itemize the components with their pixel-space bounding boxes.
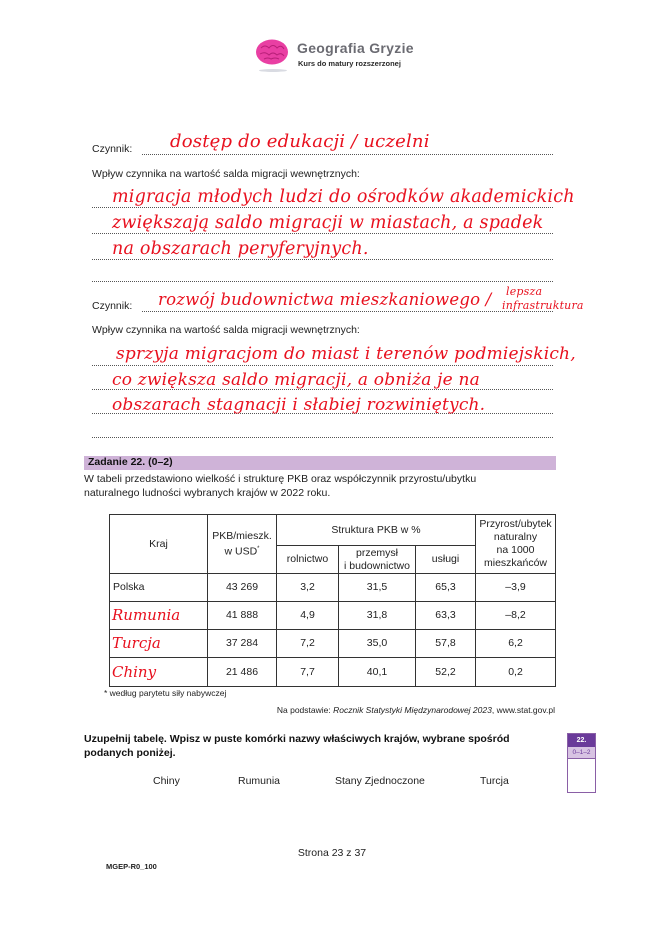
impact-2-answer-line-2[interactable]: co zwiększa saldo migracji, a obniża je na <box>112 370 480 390</box>
exam-code: MGEP-R0_100 <box>106 862 157 871</box>
score-box <box>567 733 596 793</box>
brain-icon <box>255 38 289 66</box>
table-row-turkey <box>110 630 556 658</box>
agriculture-cell: 7,2 <box>277 630 339 658</box>
task-intro-line-2: naturalnego ludności wybranych krajów w 2022 roku. <box>84 487 331 499</box>
option-turkey: Turcja <box>480 775 509 787</box>
services-cell: 65,3 <box>416 574 476 602</box>
industry-cell: 31,8 <box>339 602 416 630</box>
table-footnote: * według parytetu siły nabywczej <box>104 688 227 698</box>
brand-title: Geografia Gryzie <box>297 40 414 56</box>
growth-cell: 6,2 <box>476 630 556 658</box>
impact-1-line-3 <box>92 259 553 260</box>
country-answer-cell[interactable]: Turcja <box>110 630 208 658</box>
factor-2-answer-extra-bottom[interactable]: infrastruktura <box>502 299 584 312</box>
logo-shadow <box>259 69 287 72</box>
services-cell: 63,3 <box>416 602 476 630</box>
impact-2-answer-line-3[interactable]: obszarach stagnacji i słabiej rozwiniętych. <box>112 395 486 415</box>
impact-1-line-2 <box>92 233 553 234</box>
impact-2-line-4 <box>92 437 553 438</box>
header-country: Kraj <box>110 515 208 574</box>
impact-2-answer-line-1[interactable]: sprzyja migracjom do miast i terenów podmiejskich, <box>116 344 576 364</box>
score-entry-field[interactable] <box>568 759 595 792</box>
impact-2-line-1 <box>92 365 553 366</box>
header-growth: Przyrost/ubytek naturalny na 1000 mieszkańców <box>476 515 556 574</box>
header-structure: Struktura PKB w % <box>277 515 476 546</box>
industry-cell: 31,5 <box>339 574 416 602</box>
country-answer-cell[interactable]: Chiny <box>110 658 208 687</box>
header-services: usługi <box>416 546 476 574</box>
brand-subtitle: Kurs do matury rozszerzonej <box>298 59 401 68</box>
factor-2-answer-extra-top[interactable]: lepsza <box>506 285 543 298</box>
factor-1-label: Czynnik: <box>92 143 133 155</box>
factor-2-answer[interactable]: rozwój budownictwa mieszkaniowego / <box>158 290 492 309</box>
gdp-cell: 21 486 <box>208 658 277 687</box>
impact-1-answer-line-2[interactable]: zwiększają saldo migracji w miastach, a spadek <box>112 213 544 233</box>
header-industry: przemysł i budownictwo <box>339 546 416 574</box>
option-romania: Rumunia <box>238 775 281 787</box>
score-task-number: 22. <box>568 734 595 747</box>
score-range: 0–1–2 <box>568 747 595 759</box>
table-row-china <box>110 658 556 687</box>
task-intro-line-1: W tabeli przedstawiono wielkość i strukturę PKB oraz współczynnik przyrostu/ubytku <box>84 473 477 485</box>
header-gdp: PKB/mieszk. w USD* <box>208 515 277 574</box>
factor-1-answer[interactable]: dostęp do edukacji / uczelni <box>170 131 430 152</box>
impact-1-answer-line-3[interactable]: na obszarach peryferyjnych. <box>112 239 369 259</box>
agriculture-cell: 4,9 <box>277 602 339 630</box>
gdp-table <box>109 514 556 687</box>
impact-1-line-1 <box>92 207 553 208</box>
growth-cell: 0,2 <box>476 658 556 687</box>
impact-1-line-4 <box>92 281 553 282</box>
page-number: Strona 23 z 37 <box>297 847 367 859</box>
industry-cell: 35,0 <box>339 630 416 658</box>
factor-2-label: Czynnik: <box>92 300 133 312</box>
country-answer-cell[interactable]: Rumunia <box>110 602 208 630</box>
agriculture-cell: 3,2 <box>277 574 339 602</box>
growth-cell: –3,9 <box>476 574 556 602</box>
header-agriculture: rolnictwo <box>277 546 339 574</box>
services-cell: 52,2 <box>416 658 476 687</box>
factor-1-line <box>142 154 553 155</box>
gdp-cell: 41 888 <box>208 602 277 630</box>
option-china: Chiny <box>153 775 180 787</box>
task-header <box>84 456 556 470</box>
growth-cell: –8,2 <box>476 602 556 630</box>
task-instruction: Uzupełnij tabelę. Wpisz w puste komórki nazwy właściwych krajów, wybrane spośród podanych poniżej. <box>84 733 510 759</box>
task-title: Zadanie 22. (0–2) <box>88 456 173 468</box>
table-row-poland <box>110 574 556 602</box>
option-usa: Stany Zjednoczone <box>335 775 425 787</box>
table-source: Na podstawie: Rocznik Statystyki Międzynarodowej 2023, www.stat.gov.pl <box>276 705 555 715</box>
impact-1-label: Wpływ czynnika na wartość salda migracji wewnętrznych: <box>92 168 360 180</box>
impact-2-label: Wpływ czynnika na wartość salda migracji wewnętrznych: <box>92 324 360 336</box>
country-cell: Polska <box>110 574 208 602</box>
services-cell: 57,8 <box>416 630 476 658</box>
industry-cell: 40,1 <box>339 658 416 687</box>
factor-2-line <box>142 311 553 312</box>
brand-logo <box>255 38 455 74</box>
impact-1-answer-line-1[interactable]: migracja młodych ludzi do ośrodków akademickich <box>112 187 575 207</box>
gdp-cell: 37 284 <box>208 630 277 658</box>
agriculture-cell: 7,7 <box>277 658 339 687</box>
gdp-cell: 43 269 <box>208 574 277 602</box>
table-row-romania <box>110 602 556 630</box>
